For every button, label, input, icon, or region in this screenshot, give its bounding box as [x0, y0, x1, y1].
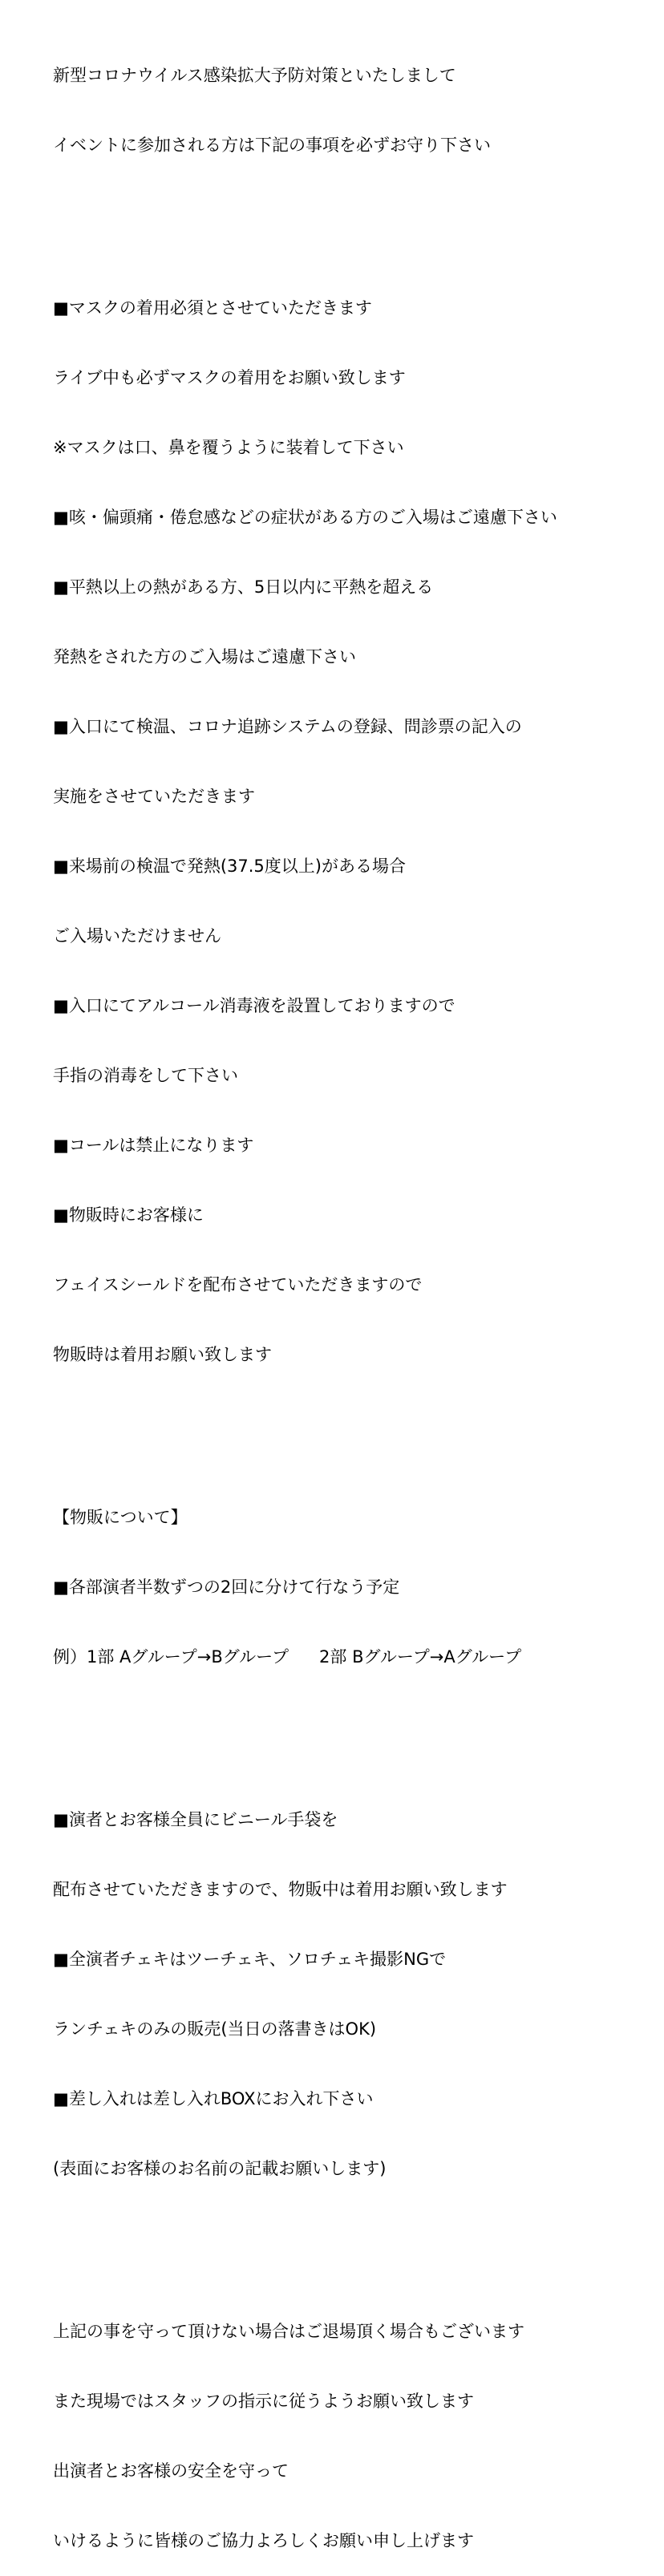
closing-line: いけるように皆様のご協力よろしくお願い申し上げます — [53, 2531, 474, 2550]
intro-line-2: イベントに参加される方は下記の事項を必ずお守り下さい — [53, 136, 491, 155]
rule-line: ■咳・偏頭痛・倦怠感などの症状がある方のご入場はご遠慮下さい — [53, 508, 557, 527]
merch-heading: 【物販について】 — [53, 1508, 188, 1527]
closing-line: 出演者とお客様の安全を守って — [53, 2461, 289, 2481]
merch-schedule: ■各部演者半数ずつの2回に分けて行なう予定 — [53, 1578, 400, 1597]
notice-document — [53, 18, 654, 2576]
rule-line: ご入場いただけません — [53, 926, 221, 946]
rule-line: ■コールは禁止になります — [53, 1136, 254, 1155]
merch-example — [53, 1646, 654, 1669]
intro-line-1: 新型コロナウイルス感染拡大予防対策といたしまして — [53, 66, 456, 85]
spacer — [53, 2227, 654, 2250]
spacer — [53, 1715, 654, 1739]
rule-line: 実施をさせていただきます — [53, 787, 255, 806]
merch-detail-line: ■演者とお客様全員にビニール手袋を — [53, 1810, 338, 1829]
closing-line: 上記の事を守って頂けない場合はご退場頂く場合もございます — [53, 2322, 524, 2341]
rule-line: ライブ中も必ずマスクの着用をお願い致します — [53, 368, 406, 387]
merch-example-part-2: 2部 Bグループ→Aグループ — [319, 1647, 522, 1667]
merch-detail-line: 配布させていただきますので、物販中は着用お願い致します — [53, 1880, 508, 1899]
merch-example-part-1: 例）1部 Aグループ→Bグループ — [53, 1647, 289, 1667]
rule-line: ■入口にてアルコール消毒液を設置しておりますので — [53, 996, 455, 1015]
rule-line: フェイスシールドを配布させていただきますので — [53, 1275, 423, 1294]
rule-line: 発熱をされた方のご入場はご遠慮下さい — [53, 647, 356, 666]
closing-line: また現場ではスタッフの指示に従うようお願い致します — [53, 2392, 474, 2411]
spacer — [53, 204, 654, 227]
rule-line: ■入口にて検温、コロナ追跡システムの登録、問診票の記入の — [53, 717, 522, 736]
rule-line: ■マスクの着用必須とさせていただきます — [53, 298, 372, 318]
merch-detail-line: ■差し入れは差し入れBOXにお入れ下さい — [53, 2089, 374, 2108]
merch-detail-line: ■全演者チェキはツーチェキ、ソロチェキ撮影NGで — [53, 1950, 447, 1969]
rule-line: ■平熱以上の熱がある方、5日以内に平熱を超える — [53, 577, 434, 597]
merch-detail-line: (表面にお客様のお名前の記載お願いします) — [53, 2159, 387, 2178]
rule-line: ※マスクは口、鼻を覆うように装着して下さい — [53, 438, 404, 457]
merch-detail-line: ランチェキのみの販売(当日の落書きはOK) — [53, 2019, 377, 2039]
rule-line: 手指の消毒をして下さい — [53, 1066, 238, 1085]
spacer — [53, 1413, 654, 1436]
rule-line: 物販時は着用お願い致します — [53, 1345, 272, 1364]
rule-line: ■来場前の検温で発熱(37.5度以上)がある場合 — [53, 857, 406, 876]
rule-line: ■物販時にお客様に — [53, 1205, 204, 1225]
